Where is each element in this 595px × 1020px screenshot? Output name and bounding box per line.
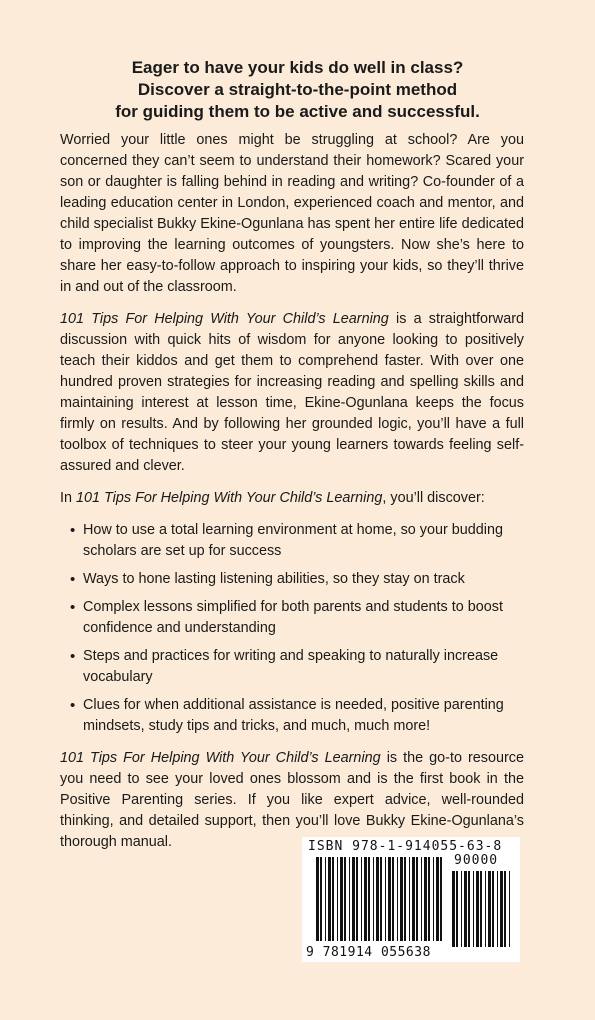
barcode-bar xyxy=(456,871,458,947)
paragraph-closing-text: is the go-to resource you need to see your loved ones blossom and is the first book in the Positive Parenting series. If you like expert advice, well-rounded thinking, and detailed support, then you’ll love Bukky Ekine-Ogunlana’s thorough manual. xyxy=(60,750,524,850)
barcode-bar xyxy=(388,857,391,941)
barcode-bar xyxy=(316,857,319,941)
barcode-bar xyxy=(436,857,439,941)
barcode-bar xyxy=(485,871,486,947)
barcode-bar xyxy=(461,871,462,947)
barcode-bar xyxy=(509,871,510,947)
list-item: • How to use a total learning environment at home, so your budding scholars are set up for success xyxy=(60,520,524,562)
barcode-bar xyxy=(373,857,374,941)
isbn-label: ISBN 978-1-914055-63-8 xyxy=(308,839,503,854)
barcode-bar xyxy=(412,857,415,941)
barcode-digits: 9 781914 055638 xyxy=(306,945,431,960)
book-title: 101 Tips For Helping With Your Child’s Learning xyxy=(60,750,381,766)
barcode-bar xyxy=(328,857,331,941)
barcode-bar xyxy=(364,857,367,941)
barcode-bar xyxy=(504,871,506,947)
list-item: • Clues for when additional assistance is needed, positive parenting mindsets, study tips and tricks, and much, much more! xyxy=(60,695,524,737)
paragraph-discover-pre: In xyxy=(60,490,76,506)
barcode-bar xyxy=(428,857,430,941)
barcode-bar xyxy=(397,857,398,941)
barcode-bar xyxy=(492,871,494,947)
paragraph-description-text: is a straightforward discussion with quick hits of wisdom for anyone looking to positively teach their kiddos and get them to comprehend faster. With over one hundred proven strategies for increasing reading and spelling skills and maintaining interest at lesson time, Ekine-Ogunlana keeps the focus firmly on results. And by following her grounded logic, you’ll have a full toolbox of techniques to steer your young learners towards feeling self-assured and clever. xyxy=(60,311,524,474)
headline xyxy=(60,57,535,123)
barcode-bar xyxy=(385,857,386,941)
isbn-barcode xyxy=(302,837,520,962)
barcode-bar xyxy=(340,857,343,941)
barcode-bar xyxy=(497,871,498,947)
barcode-bar xyxy=(392,857,394,941)
barcode-bar xyxy=(464,871,467,947)
barcode-bar xyxy=(361,857,362,941)
barcode-bar xyxy=(452,871,455,947)
paragraph-discover xyxy=(60,488,524,509)
headline-line-3: for guiding them to be active and successful. xyxy=(115,102,480,121)
paragraph-intro: Worried your little ones might be struggling at school? Are you concerned they can’t seem to understand their homework? Scared your son or daughter is falling behind in reading and writing? Co-founder of a leading education center in London, experienced coach and mentor, and child specialist Bukky Ekine-Ogunlana has spent her entire life dedicated to improving the learning outcomes of youngsters. Now she’s here to share her easy-to-follow approach to inspiring your kids, so they’ll thrive in and out of the classroom. xyxy=(60,132,524,295)
barcode-bar xyxy=(500,871,503,947)
list-item: • Complex lessons simplified for both parents and students to boost confidence and understanding xyxy=(60,597,524,639)
benefits-list xyxy=(60,520,524,737)
barcode-bar xyxy=(468,871,470,947)
barcode-bar xyxy=(433,857,434,941)
book-title: 101 Tips For Helping With Your Child’s Learning xyxy=(60,311,389,327)
barcode-bar xyxy=(349,857,350,941)
paragraph-description xyxy=(60,309,524,477)
headline-line-2: Discover a straight-to-the-point method xyxy=(137,80,458,99)
barcode-bar xyxy=(404,857,406,941)
list-item: • Ways to hone lasting listening abilities, so they stay on track xyxy=(60,569,524,590)
barcode-bar xyxy=(421,857,422,941)
barcode-bar xyxy=(368,857,370,941)
barcode-bar xyxy=(476,871,479,947)
barcode-bar xyxy=(376,857,379,941)
price-code: 90000 xyxy=(454,853,499,868)
barcode-bar xyxy=(488,871,491,947)
barcode-bar xyxy=(352,857,355,941)
book-title: 101 Tips For Helping With Your Child’s Learning xyxy=(76,490,383,506)
barcode-bar xyxy=(337,857,338,941)
barcode-bar xyxy=(440,857,442,941)
barcode-bar xyxy=(424,857,427,941)
barcode-bar xyxy=(356,857,358,941)
headline-line-1: Eager to have your kids do well in class? xyxy=(131,58,464,77)
barcode-bar xyxy=(409,857,410,941)
list-item: • Steps and practices for writing and speaking to naturally increase vocabulary xyxy=(60,646,524,688)
barcode-bar xyxy=(344,857,346,941)
barcode-bar xyxy=(473,871,474,947)
barcode-bar xyxy=(380,857,382,941)
barcode-bar xyxy=(325,857,326,941)
blurb xyxy=(60,130,524,864)
paragraph-discover-text: , you’ll discover: xyxy=(382,490,485,506)
barcode-bar xyxy=(416,857,418,941)
barcode-bar xyxy=(400,857,403,941)
barcode-bar xyxy=(332,857,334,941)
barcode-bar xyxy=(320,857,322,941)
barcode-bar xyxy=(480,871,482,947)
